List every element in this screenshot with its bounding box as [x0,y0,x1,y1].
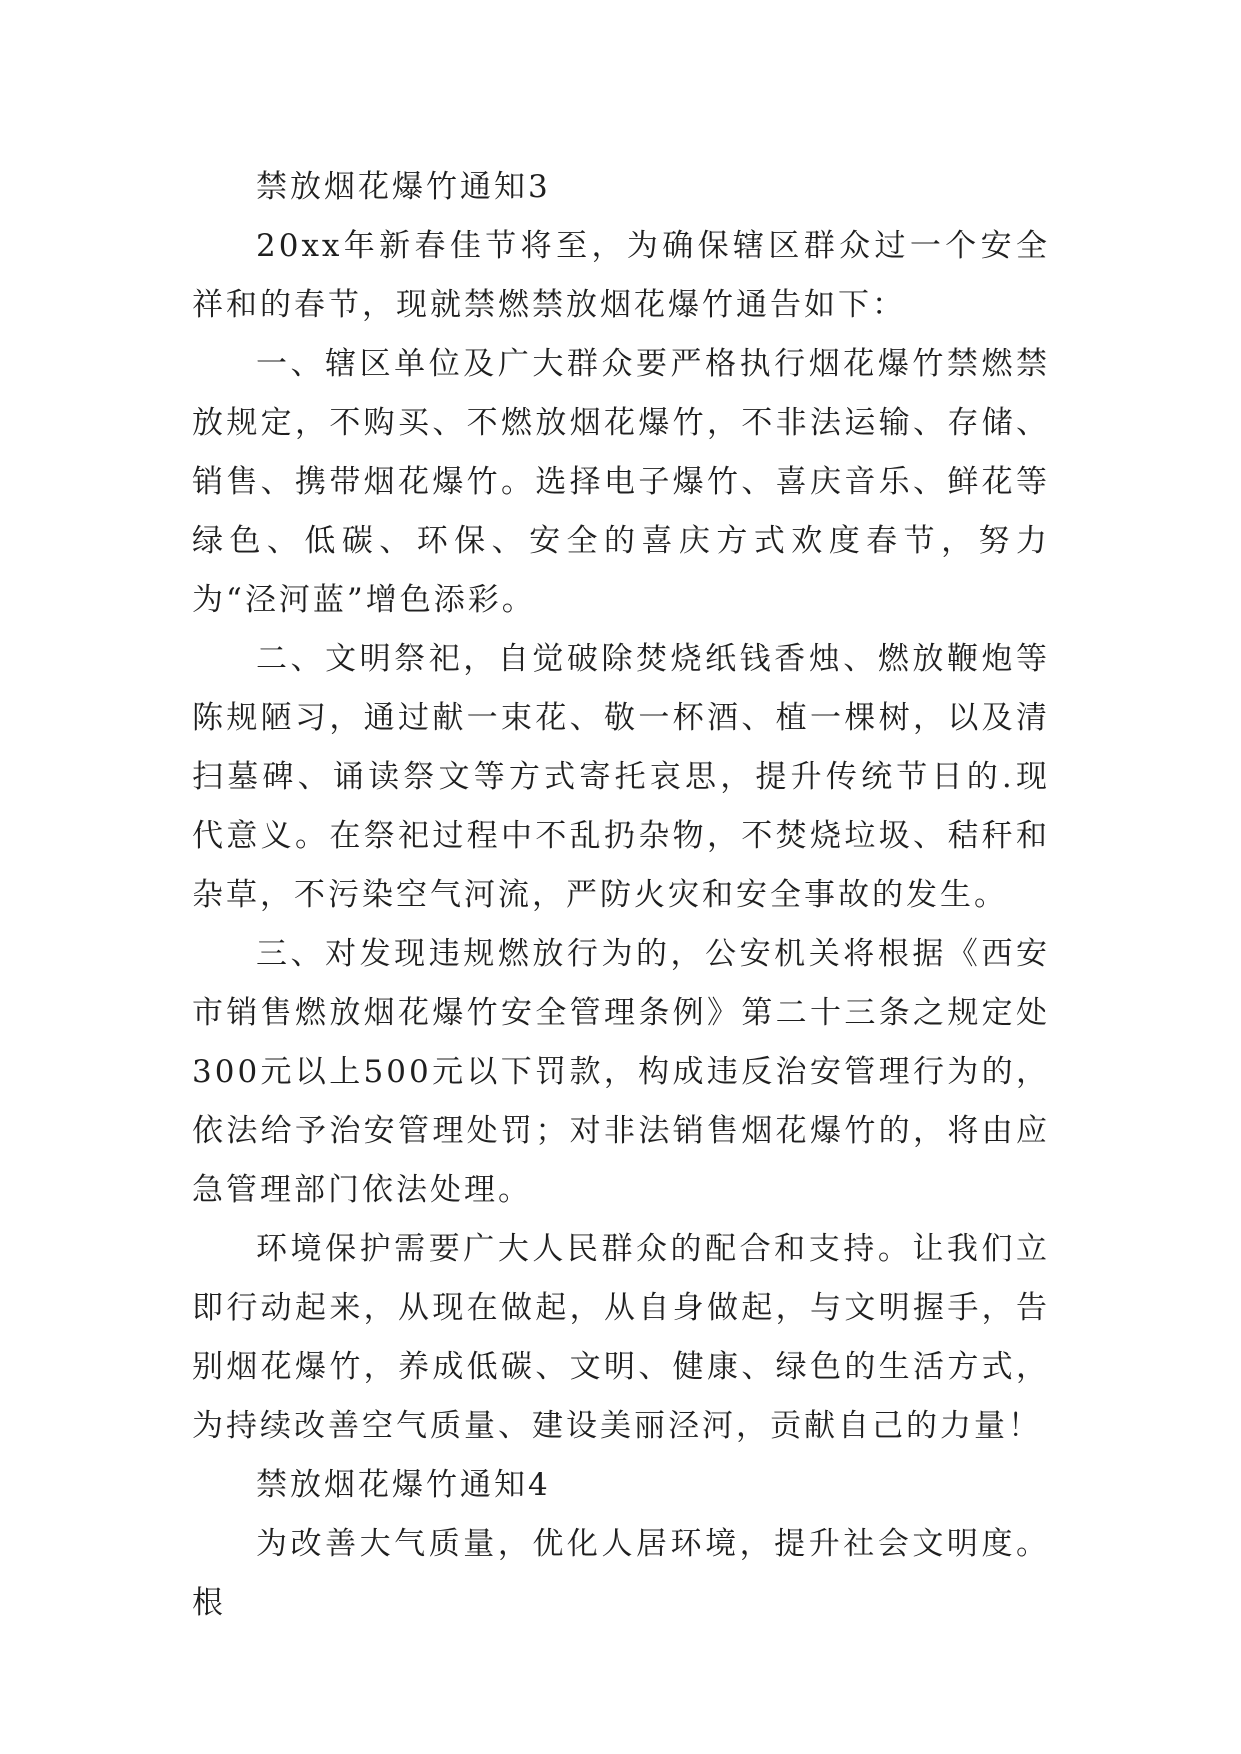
section-title-notice-4: 禁放烟花爆竹通知4 [256,1467,551,1503]
clause-two-paragraph: 二、文明祭祀，自觉破除焚烧纸钱香烛、燃放鞭炮等陈规陋习，通过献一束花、敬一杯酒、植一棵树，以及清扫墓碑、诵读祭文等方式寄托哀思，提升传统节日的.现代意义。在祭祀过程中不乱扔杂物，不焚烧垃圾、秸秆和杂草，不污染空气河流，严防火灾和安全事故的发生。 [192,641,1050,913]
clause-one-paragraph: 一、辖区单位及广大群众要严格执行烟花爆竹禁燃禁放规定，不购买、不燃放烟花爆竹，不非法运输、存储、销售、携带烟花爆竹。选择电子爆竹、喜庆音乐、鲜花等绿色、低碳、环保、安全的喜庆方式欢度春节，努力为“泾河蓝”增色添彩。 [192,346,1050,618]
intro-paragraph: 20xx年新春佳节将至，为确保辖区群众过一个安全祥和的春节，现就禁燃禁放烟花爆竹通告如下： [192,228,1050,323]
closing-paragraph: 环境保护需要广大人民群众的配合和支持。让我们立即行动起来，从现在做起，从自身做起，与文明握手，告别烟花爆竹，养成低碳、文明、健康、绿色的生活方式，为持续改善空气质量、建设美丽泾河，贡献自己的力量！ [192,1231,1050,1444]
notice-4-opening-paragraph: 为改善大气质量，优化人居环境，提升社会文明度。根 [192,1526,1050,1621]
document-body [192,158,1050,1633]
clause-three-paragraph: 三、对发现违规燃放行为的，公安机关将根据《西安市销售燃放烟花爆竹安全管理条例》第二十三条之规定处300元以上500元以下罚款，构成违反治安管理行为的，依法给予治安管理处罚；对非法销售烟花爆竹的，将由应急管理部门依法处理。 [192,936,1050,1208]
section-title-notice-3: 禁放烟花爆竹通知3 [256,169,551,205]
